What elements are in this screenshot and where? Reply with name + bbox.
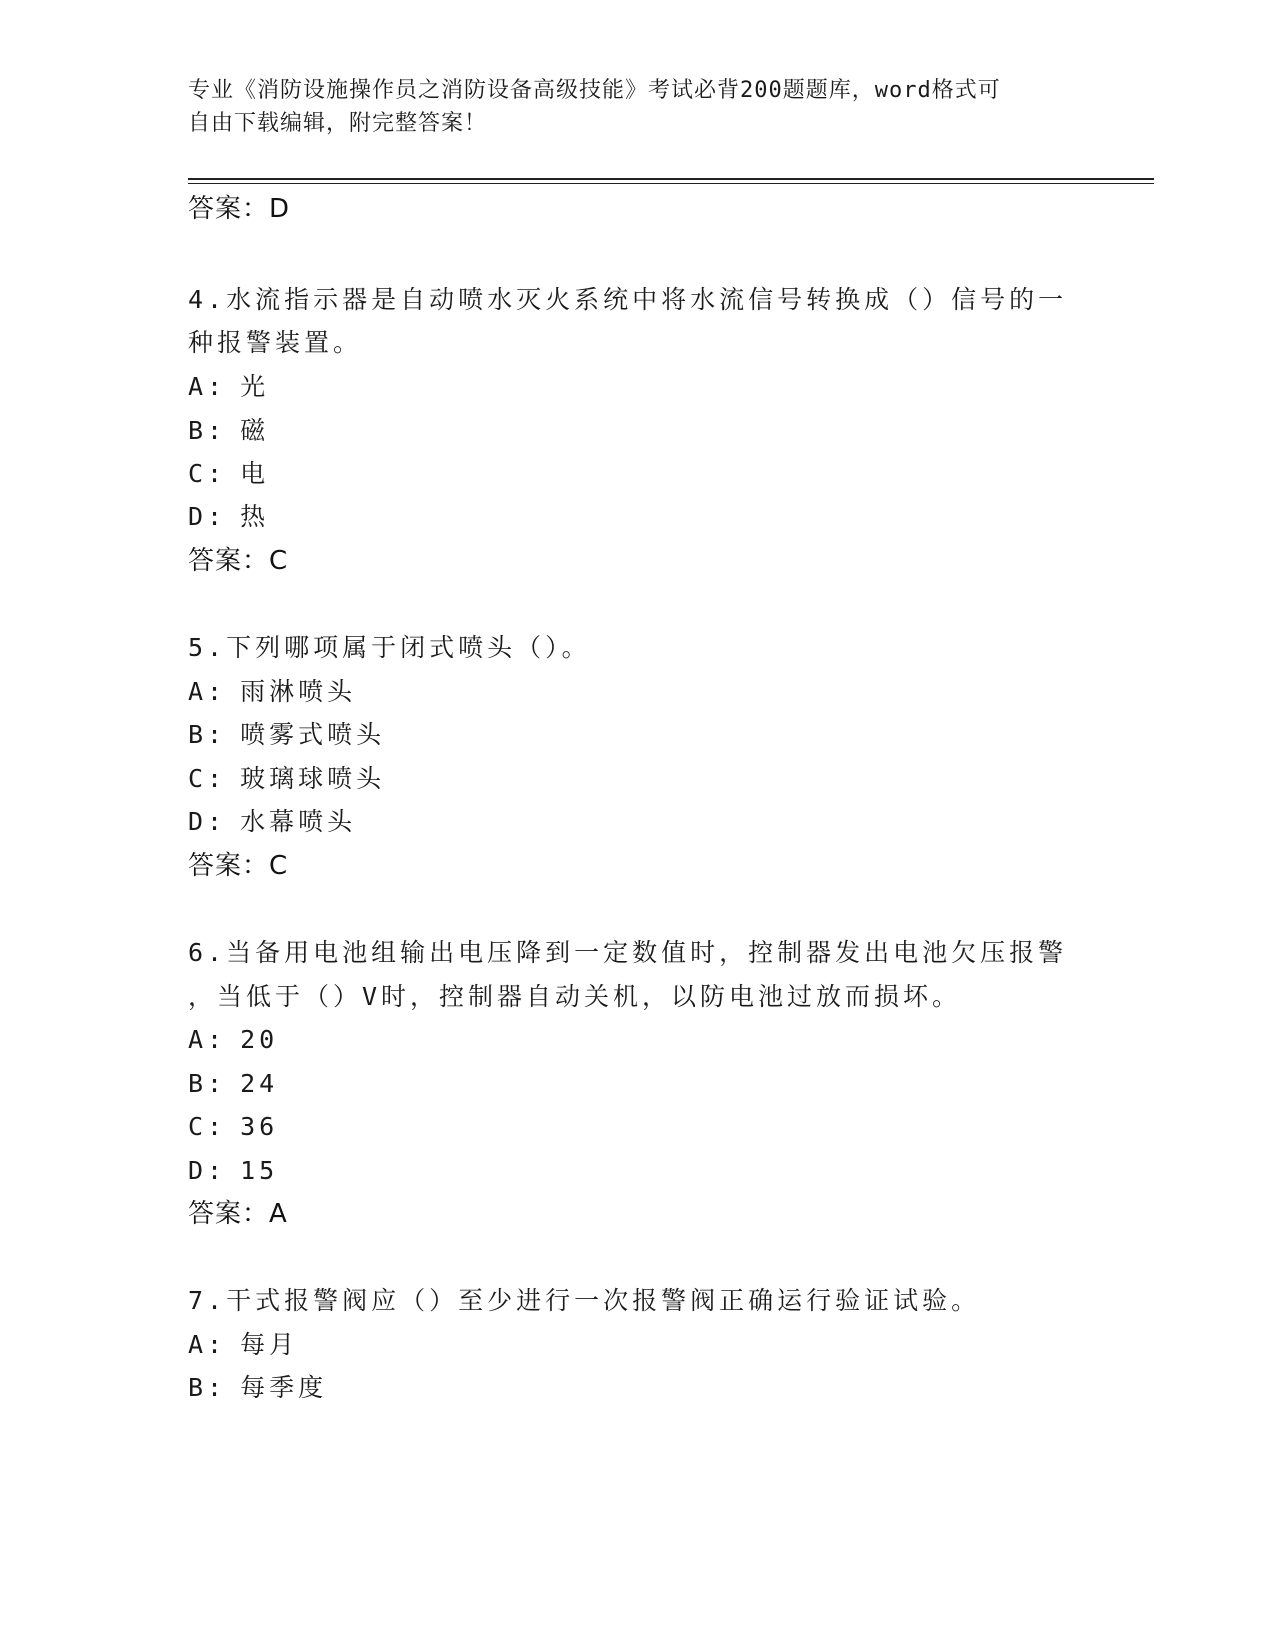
q7-option-b: B: 每季度 bbox=[188, 1373, 328, 1402]
header-line-1: 专业《消防设施操作员之消防设备高级技能》考试必背200题题库，word格式可 bbox=[188, 78, 1001, 103]
q6-option-d: D: 15 bbox=[188, 1156, 279, 1185]
q6-option-a: A: 20 bbox=[188, 1025, 279, 1054]
answer-q3: 答案：D bbox=[188, 194, 291, 224]
question-6-text: 6.当备用电池组输出电压降到一定数值时，控制器发出电池欠压报警 bbox=[188, 938, 1068, 967]
answer-q6: 答案：A bbox=[188, 1199, 288, 1229]
answer-q5: 答案：C bbox=[188, 851, 289, 881]
header-divider bbox=[188, 178, 1154, 180]
q4-option-a: A: 光 bbox=[188, 372, 270, 401]
question-4-text: 4.水流指示器是自动喷水灭火系统中将水流信号转换成（）信号的一 bbox=[188, 285, 1068, 314]
question-5-text: 5.下列哪项属于闭式喷头（）。 bbox=[188, 633, 591, 662]
question-4-text-cont: 种报警装置。 bbox=[188, 328, 363, 357]
q7-option-a: A: 每月 bbox=[188, 1330, 299, 1359]
q6-option-b: B: 24 bbox=[188, 1069, 279, 1098]
q5-option-a: A: 雨淋喷头 bbox=[188, 677, 357, 706]
question-6-text-cont: ，当低于（）V时，控制器自动关机，以防电池过放而损坏。 bbox=[188, 982, 962, 1011]
answer-q4: 答案：C bbox=[188, 546, 289, 576]
q5-option-c: C: 玻璃球喷头 bbox=[188, 764, 386, 793]
question-7-text: 7.干式报警阀应（）至少进行一次报警阀正确运行验证试验。 bbox=[188, 1286, 981, 1315]
header-divider-thin bbox=[188, 183, 1154, 184]
q5-option-b: B: 喷雾式喷头 bbox=[188, 720, 386, 749]
header-line-2: 自由下载编辑，附完整答案！ bbox=[188, 111, 488, 136]
q4-option-c: C: 电 bbox=[188, 459, 270, 488]
q4-option-d: D: 热 bbox=[188, 502, 270, 531]
document-header bbox=[188, 74, 1088, 140]
q4-option-b: B: 磁 bbox=[188, 416, 270, 445]
q6-option-c: C: 36 bbox=[188, 1112, 279, 1141]
q5-option-d: D: 水幕喷头 bbox=[188, 807, 357, 836]
